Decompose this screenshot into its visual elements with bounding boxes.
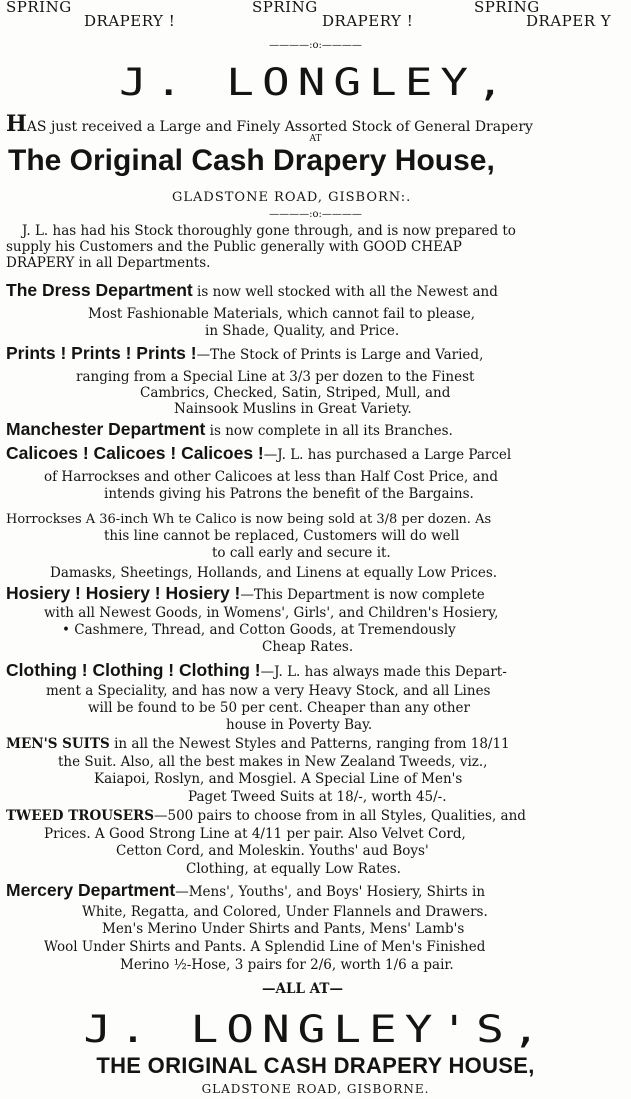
prints-lead: Prints ! Prints ! Prints ! <box>6 343 197 363</box>
masthead-at: AT <box>309 134 322 144</box>
horrockses-line-3: to call early and secure it. <box>212 545 391 561</box>
stock-line-2: supply his Customers and the Public generally with GOOD CHEAP <box>6 239 462 255</box>
damasks-line: Damasks, Sheetings, Hollands, and Linens at equally Low Prices. <box>50 565 498 581</box>
trousers-line-1: TWEED TROUSERS—500 pairs to choose from in all Styles, Qualities, and <box>6 808 526 824</box>
calicoes-line-2: of Harrockses and other Calicoes at less than Half Cost Price, and <box>44 469 498 485</box>
prints-line-3: Cambrics, Checked, Satin, Striped, Mull, and <box>140 385 451 401</box>
calicoes-lead: Calicoes ! Calicoes ! Calicoes ! <box>6 443 264 463</box>
clothing-line-1: Clothing ! Clothing ! Clothing !—J. L. has always made this Depart- <box>6 660 507 680</box>
header-col1-top: SPRING <box>6 0 72 16</box>
dress-lead: The Dress Department <box>6 280 193 300</box>
footer-name: J. LONGLEY'S, <box>83 1006 548 1052</box>
suits-line-1: MEN'S SUITS in all the Newest Styles and Patterns, ranging from 18/11 <box>6 736 510 752</box>
calicoes-line-1: Calicoes ! Calicoes ! Calicoes !—J. L. has purchased a Large Parcel <box>6 443 512 463</box>
mercery-line-5: Merino ½-Hose, 3 pairs for 2/6, worth 1/6 a pair. <box>120 957 454 973</box>
clothing-line-3: will be found to be 50 per cent. Cheaper than any other <box>88 700 470 716</box>
header-col2-top: SPRING <box>252 0 318 16</box>
mercery-line-3: Men's Merino Under Shirts and Pants, Mens' Lamb's <box>102 921 465 937</box>
mercery-line-2: White, Regatta, and Colored, Under Flannels and Drawers. <box>82 904 488 920</box>
trousers-line-4: Clothing, at equally Low Rates. <box>186 861 401 877</box>
store-address: GLADSTONE ROAD, GISBORN:. <box>172 190 412 205</box>
suits-lead: MEN'S SUITS <box>6 736 110 752</box>
hosiery-lead: Hosiery ! Hosiery ! Hosiery ! <box>6 583 241 603</box>
clothing-lead: Clothing ! Clothing ! Clothing ! <box>6 660 261 680</box>
header-col1-bottom: DRAPERY ! <box>84 12 176 30</box>
mercery-lead: Mercery Department <box>6 880 176 900</box>
header-col3-bottom: DRAPER Y <box>526 12 612 30</box>
suits-line-2: the Suit. Also, all the best makes in New Zealand Tweeds, viz., <box>58 754 488 770</box>
header-separator: ————:o:———— <box>269 40 362 51</box>
header-col3-top: SPRING <box>474 0 540 16</box>
prints-line-4: Nainsook Muslins in Great Variety. <box>174 401 412 417</box>
all-at: —ALL AT— <box>262 981 343 997</box>
header-col2-bottom: DRAPERY ! <box>322 12 414 30</box>
manchester-line: Manchester Department is now complete in all its Branches. <box>6 419 453 439</box>
mercery-line-1: Mercery Department—Mens', Youths', and Boys' Hosiery, Shirts in <box>6 880 486 900</box>
masthead-intro <box>6 111 533 137</box>
horrockses-line-2: this line cannot be replaced, Customers will do well <box>104 528 460 544</box>
suits-line-4: Paget Tweed Suits at 18/-, worth 45/-. <box>188 789 447 805</box>
horrockses-line-1: Horrockses A 36-inch Wh te Calico is now being sold at 3/8 per dozen. As <box>6 512 492 527</box>
clothing-line-4: house in Poverty Bay. <box>226 717 373 733</box>
hosiery-line-4: Cheap Rates. <box>262 639 354 655</box>
hosiery-line-2: with all Newest Goods, in Womens', Girls', and Children's Hosiery, <box>44 605 499 621</box>
trousers-line-3: Cetton Cord, and Moleskin. Youths' aud Boys' <box>116 843 429 859</box>
intro-text: AS just received a Large and Finely Assorted Stock of General Drapery <box>26 119 533 135</box>
trousers-line-2: Prices. A Good Strong Line at 4/11 per pair. Also Velvet Cord, <box>44 826 466 842</box>
manchester-lead: Manchester Department <box>6 419 206 439</box>
masthead-name: J. LONGLEY, <box>119 59 512 105</box>
trousers-lead: TWEED TROUSERS <box>6 808 154 824</box>
footer-address: GLADSTONE ROAD, GISBORNE. <box>201 1082 430 1096</box>
store-name: The Original Cash Drapery House, <box>8 144 495 177</box>
suits-line-3: Kaiapoi, Roslyn, and Mosgiel. A Special Line of Men's <box>94 771 463 787</box>
mercery-line-4: Wool Under Shirts and Pants. A Splendid Line of Men's Finished <box>44 939 486 955</box>
intro-drop-cap: H <box>6 111 27 137</box>
calicoes-line-3: intends giving his Patrons the benefit of the Bargains. <box>104 486 474 502</box>
prints-line-2: ranging from a Special Line at 3/3 per dozen to the Finest <box>76 369 475 385</box>
dress-line-1: The Dress Department is now well stocked with all the Newest and <box>6 280 498 300</box>
hosiery-line-3: • Cashmere, Thread, and Cotton Goods, at Tremendously <box>62 622 456 638</box>
dress-line-3: in Shade, Quality, and Price. <box>205 323 400 339</box>
stock-line-3: DRAPERY in all Departments. <box>6 255 211 271</box>
masthead-separator: ————:o:———— <box>269 209 362 220</box>
clothing-line-2: ment a Speciality, and has now a very Heavy Stock, and all Lines <box>46 683 491 699</box>
hosiery-line-1: Hosiery ! Hosiery ! Hosiery !—This Department is now complete <box>6 583 485 603</box>
prints-line-1: Prints ! Prints ! Prints !—The Stock of Prints is Large and Varied, <box>6 343 484 363</box>
footer-store-name: THE ORIGINAL CASH DRAPERY HOUSE, <box>96 1053 535 1078</box>
dress-line-2: Most Fashionable Materials, which cannot fail to please, <box>88 306 476 322</box>
stock-line-1: J. L. has had his Stock thoroughly gone through, and is now prepared to <box>22 223 516 239</box>
